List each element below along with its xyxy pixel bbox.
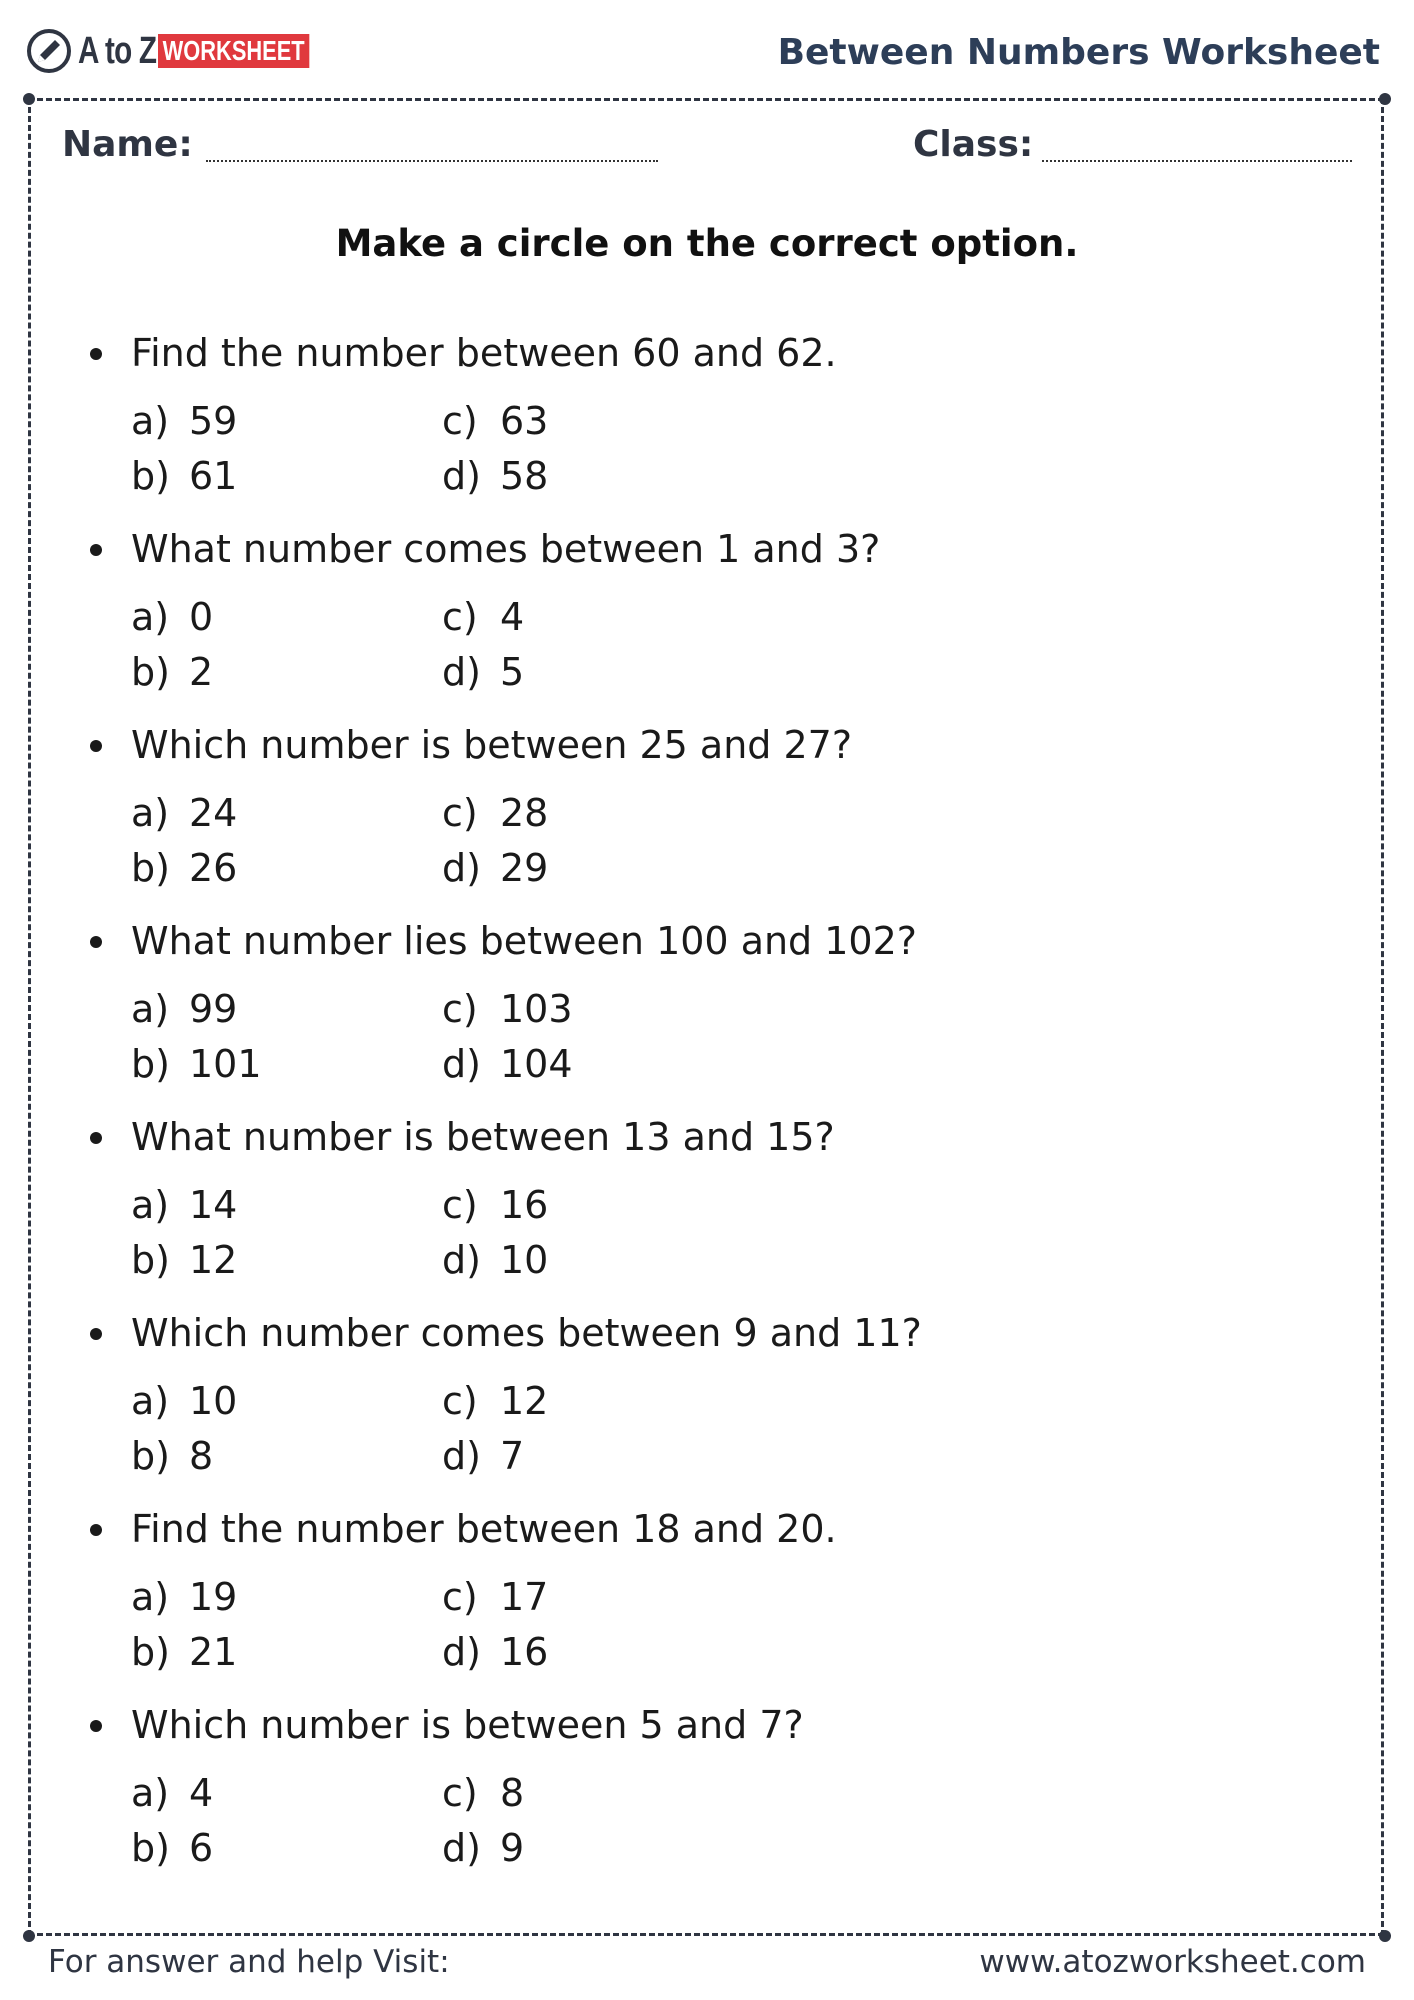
answer-options [131,1574,691,1686]
option-d[interactable]: d) 7 [442,1434,525,1478]
question-item [86,526,1336,722]
option-a[interactable]: a) 0 [131,595,214,639]
option-c[interactable]: c) 16 [442,1183,549,1227]
frame-corner-dot [23,93,35,105]
bullet-icon [90,740,102,752]
footer-website-link[interactable]: www.atozworksheet.com [979,1944,1366,1980]
option-c[interactable]: c) 63 [442,399,549,443]
option-a[interactable]: a) 10 [131,1379,238,1423]
bullet-icon [90,1328,102,1340]
question-item [86,918,1336,1114]
option-c[interactable]: c) 12 [442,1379,549,1423]
header [0,0,1414,100]
logo-badge: WORKSHEET [158,34,309,68]
answer-options [131,398,691,510]
option-a[interactable]: a) 24 [131,791,238,835]
bullet-icon [90,936,102,948]
question-text: What number is between 13 and 15? [131,1115,835,1159]
option-d[interactable]: d) 58 [442,454,549,498]
option-d[interactable]: d) 16 [442,1630,549,1674]
option-d[interactable]: d) 10 [442,1238,549,1282]
question-text: Which number comes between 9 and 11? [131,1311,922,1355]
name-field[interactable] [206,160,658,162]
name-label: Name: [62,124,193,165]
question-text: What number comes between 1 and 3? [131,527,881,571]
option-d[interactable]: d) 5 [442,650,525,694]
question-list [86,330,1336,1898]
worksheet-title: Between Numbers Worksheet [777,32,1380,73]
bullet-icon [90,1720,102,1732]
question-text: Which number is between 25 and 27? [131,723,853,767]
option-b[interactable]: b) 61 [131,454,238,498]
question-text: Find the number between 60 and 62. [131,331,837,375]
instruction-heading: Make a circle on the correct option. [335,222,1079,265]
answer-options [131,1770,691,1882]
question-text: What number lies between 100 and 102? [131,919,917,963]
bullet-icon [90,348,102,360]
option-b[interactable]: b) 8 [131,1434,214,1478]
question-text: Find the number between 18 and 20. [131,1507,837,1551]
footer-help-text: For answer and help Visit: [48,1944,450,1980]
class-label: Class: [913,124,1034,165]
frame-corner-dot [1379,93,1391,105]
logo-text: A to Z [78,29,157,72]
answer-options [131,1378,691,1490]
question-text: Which number is between 5 and 7? [131,1703,804,1747]
option-b[interactable]: b) 6 [131,1826,214,1870]
answer-options [131,1182,691,1294]
question-item [86,1310,1336,1506]
pencil-logo-icon [26,28,72,74]
option-a[interactable]: a) 59 [131,399,238,443]
option-c[interactable]: c) 17 [442,1575,549,1619]
option-a[interactable]: a) 14 [131,1183,238,1227]
option-c[interactable]: c) 28 [442,791,549,835]
question-item [86,1702,1336,1898]
logo[interactable] [26,26,352,76]
option-a[interactable]: a) 99 [131,987,238,1031]
question-item [86,1506,1336,1702]
frame-corner-dot [1379,1930,1391,1942]
option-b[interactable]: b) 26 [131,846,238,890]
frame-corner-dot [23,1930,35,1942]
bullet-icon [90,544,102,556]
bullet-icon [90,1132,102,1144]
question-item [86,722,1336,918]
option-a[interactable]: a) 4 [131,1771,214,1815]
option-d[interactable]: d) 9 [442,1826,525,1870]
answer-options [131,594,691,706]
option-d[interactable]: d) 104 [442,1042,573,1086]
answer-options [131,986,691,1098]
option-b[interactable]: b) 21 [131,1630,238,1674]
option-c[interactable]: c) 8 [442,1771,525,1815]
question-item [86,1114,1336,1310]
option-b[interactable]: b) 2 [131,650,214,694]
option-c[interactable]: c) 103 [442,987,573,1031]
class-field[interactable] [1042,160,1352,162]
bullet-icon [90,1524,102,1536]
question-item [86,330,1336,526]
option-b[interactable]: b) 101 [131,1042,262,1086]
option-c[interactable]: c) 4 [442,595,525,639]
option-b[interactable]: b) 12 [131,1238,238,1282]
option-a[interactable]: a) 19 [131,1575,238,1619]
option-d[interactable]: d) 29 [442,846,549,890]
answer-options [131,790,691,902]
